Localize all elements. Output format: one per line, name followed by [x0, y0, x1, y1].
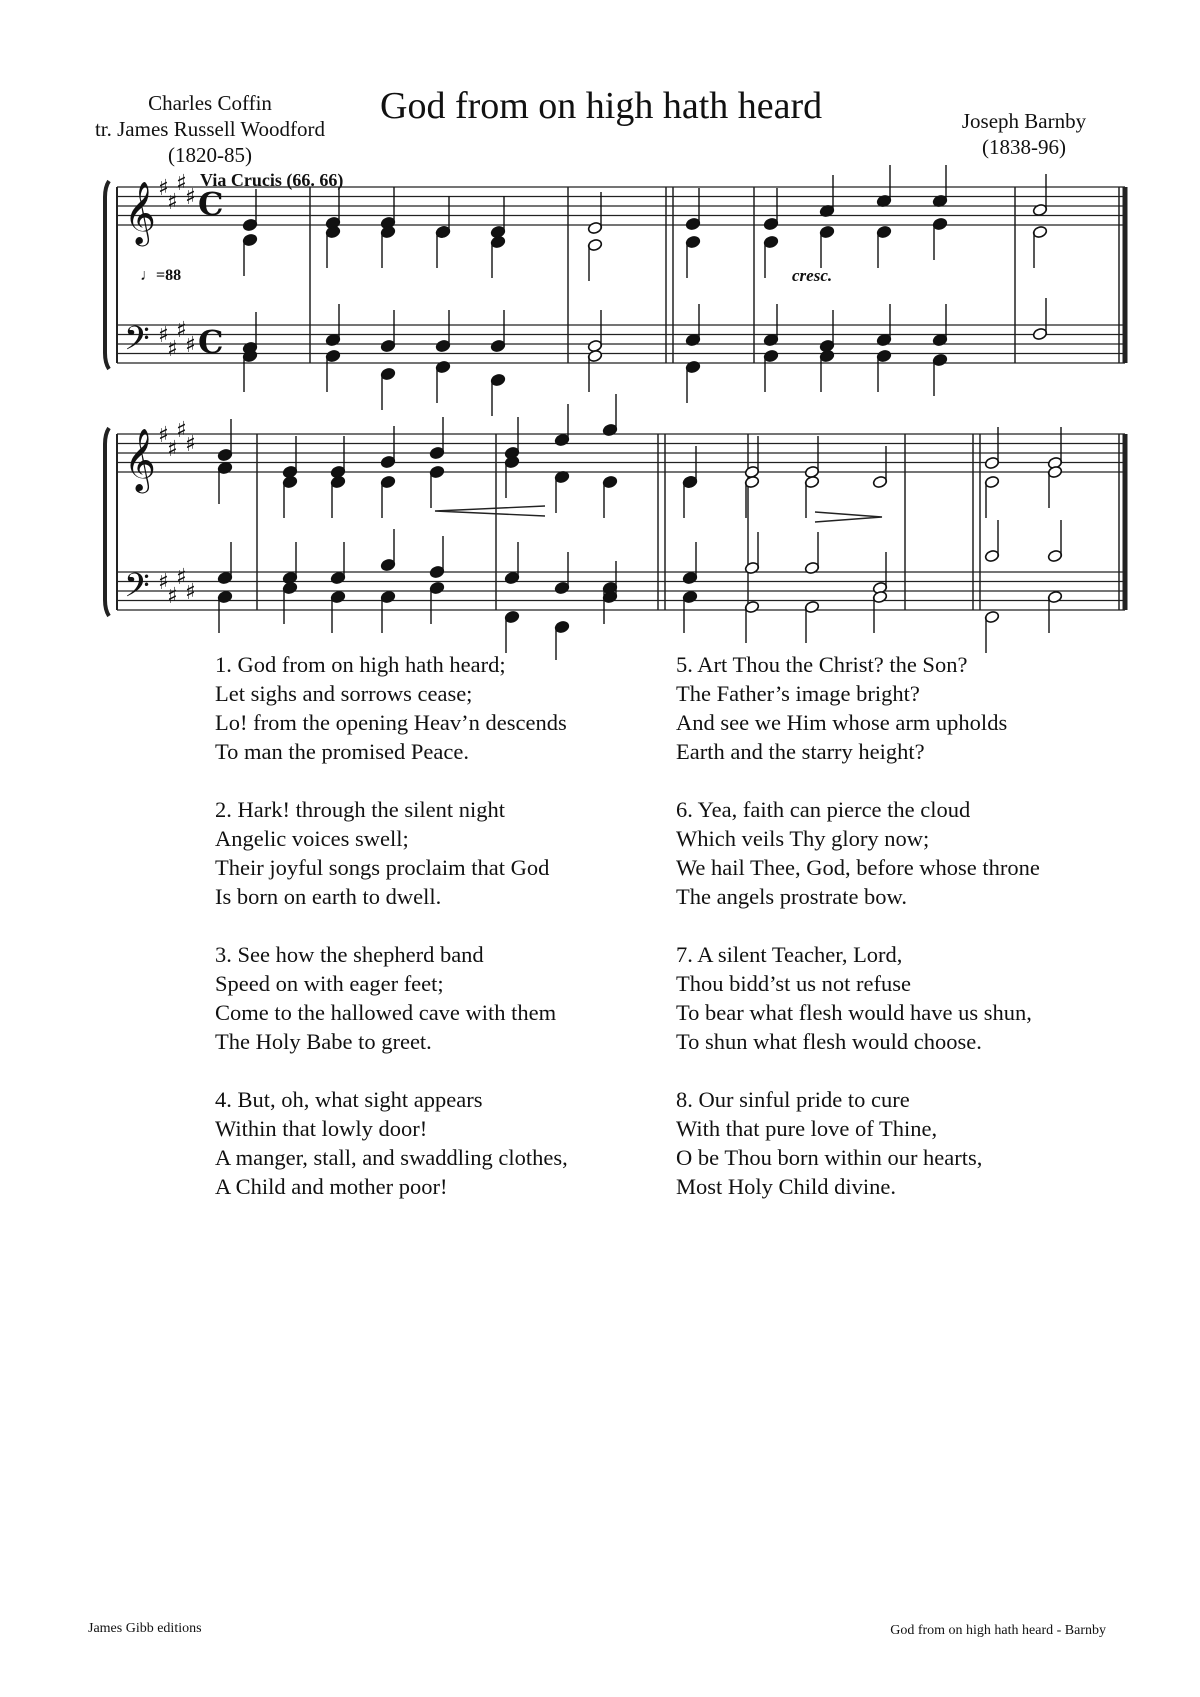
system-brace: [105, 428, 109, 616]
barlines: [105, 181, 1125, 616]
verse-line: 7. A silent Teacher, Lord,: [676, 942, 903, 967]
sharp-icon: ♯: [158, 176, 169, 201]
sharp-icon: ♯: [176, 171, 187, 196]
verse-line: We hail Thee, God, before whose throne: [676, 855, 1040, 880]
system-brace: [105, 181, 109, 369]
sharp-icon: ♯: [185, 185, 196, 210]
sharp-icon: ♯: [158, 570, 169, 595]
verse-line: A Child and mother poor!: [215, 1174, 448, 1199]
clefs-and-signatures: [124, 171, 223, 613]
quarter-note-icon: ♩: [140, 267, 156, 284]
footer-title: God from on high hath heard - Barnby: [890, 1623, 1106, 1638]
verse-line: Is born on earth to dwell.: [215, 884, 442, 909]
page-title: God from on high hath heard: [380, 85, 823, 127]
verse-line: 4. But, oh, what sight appears: [215, 1087, 483, 1112]
composer-line: (1838-96): [982, 135, 1066, 159]
verse-line: 1. God from on high hath heard;: [215, 652, 506, 677]
verse-line: Angelic voices swell;: [215, 826, 409, 851]
notes: [217, 165, 1062, 660]
verse-line: 2. Hark! through the silent night: [215, 797, 505, 822]
bass-clef-icon: 𝄢: [124, 567, 150, 613]
composer-line: Joseph Barnby: [961, 109, 1087, 133]
verse-line: Thou bidd’st us not refuse: [676, 971, 911, 996]
verse-3: [215, 940, 568, 1056]
common-time-icon: C: [198, 323, 224, 361]
verse-line: 8. Our sinful pride to cure: [676, 1087, 910, 1112]
verse-4: [215, 1085, 568, 1201]
music-score: [0, 0, 1200, 660]
sharp-icon: ♯: [158, 323, 169, 348]
verse-8: [676, 1085, 1040, 1201]
verse-1: [215, 650, 568, 766]
verse-line: Let sighs and sorrows cease;: [215, 681, 473, 706]
footer-publisher: James Gibb editions: [88, 1621, 202, 1636]
verse-line: To bear what flesh would have us shun,: [676, 1000, 1032, 1025]
sharp-icon: ♯: [167, 190, 178, 215]
verse-line: Speed on with eager feet;: [215, 971, 444, 996]
sharp-icon: ♯: [185, 580, 196, 605]
verse-2: [215, 795, 568, 911]
verse-line: O be Thou born within our hearts,: [676, 1145, 983, 1170]
verse-6: [676, 795, 1040, 911]
sharp-icon: ♯: [167, 337, 178, 362]
verse-line: 3. See how the shepherd band: [215, 942, 484, 967]
verse-line: To shun what flesh would choose.: [676, 1029, 982, 1054]
sharp-icon: ♯: [176, 418, 187, 443]
verse-line: 5. Art Thou the Christ? the Son?: [676, 652, 968, 677]
verse-line: The Holy Babe to greet.: [215, 1029, 432, 1054]
poet-line: (1820-85): [168, 143, 252, 167]
treble-clef-icon: 𝄞: [124, 181, 156, 244]
verse-line: To man the promised Peace.: [215, 739, 469, 764]
verse-line: The Father’s image bright?: [676, 681, 920, 706]
verses-column-left: [215, 650, 568, 1230]
verse-line: The angels prostrate bow.: [676, 884, 907, 909]
treble-clef-icon: 𝄞: [124, 428, 156, 491]
sharp-icon: ♯: [167, 584, 178, 609]
sharp-icon: ♯: [176, 318, 187, 343]
verse-line: With that pure love of Thine,: [676, 1116, 938, 1141]
crescendo-hairpin: [435, 506, 545, 516]
poet-line: tr. James Russell Woodford: [94, 117, 326, 141]
sharp-icon: ♯: [176, 565, 187, 590]
verse-line: Lo! from the opening Heav’n descends: [215, 710, 567, 735]
verse-line: Come to the hallowed cave with them: [215, 1000, 557, 1025]
decrescendo-hairpin: [815, 512, 882, 522]
verse-line: A manger, stall, and swaddling clothes,: [215, 1145, 568, 1170]
verse-line: And see we Him whose arm upholds: [676, 710, 1008, 735]
verse-line: 6. Yea, faith can pierce the cloud: [676, 797, 971, 822]
verse-line: Earth and the starry height?: [676, 739, 925, 764]
tune-name: Via Crucis (66. 66): [200, 170, 344, 190]
crescendo-marking: cresc.: [792, 266, 833, 285]
verses-column-right: [676, 650, 1040, 1230]
verse-5: [676, 650, 1040, 766]
common-time-icon: C: [198, 185, 224, 223]
tempo-value: =88: [156, 267, 182, 284]
sharp-icon: ♯: [185, 432, 196, 457]
bass-clef-icon: 𝄢: [124, 320, 150, 366]
sharp-icon: ♯: [158, 423, 169, 448]
verse-line: Which veils Thy glory now;: [676, 826, 930, 851]
sharp-icon: ♯: [185, 333, 196, 358]
sharp-icon: ♯: [167, 437, 178, 462]
verse-line: Most Holy Child divine.: [676, 1174, 897, 1199]
verse-line: Within that lowly door!: [215, 1116, 428, 1141]
staff-lines: [117, 187, 1125, 610]
poet-line: Charles Coffin: [148, 91, 272, 115]
verse-line: Their joyful songs proclaim that God: [215, 855, 550, 880]
verse-7: [676, 940, 1040, 1056]
